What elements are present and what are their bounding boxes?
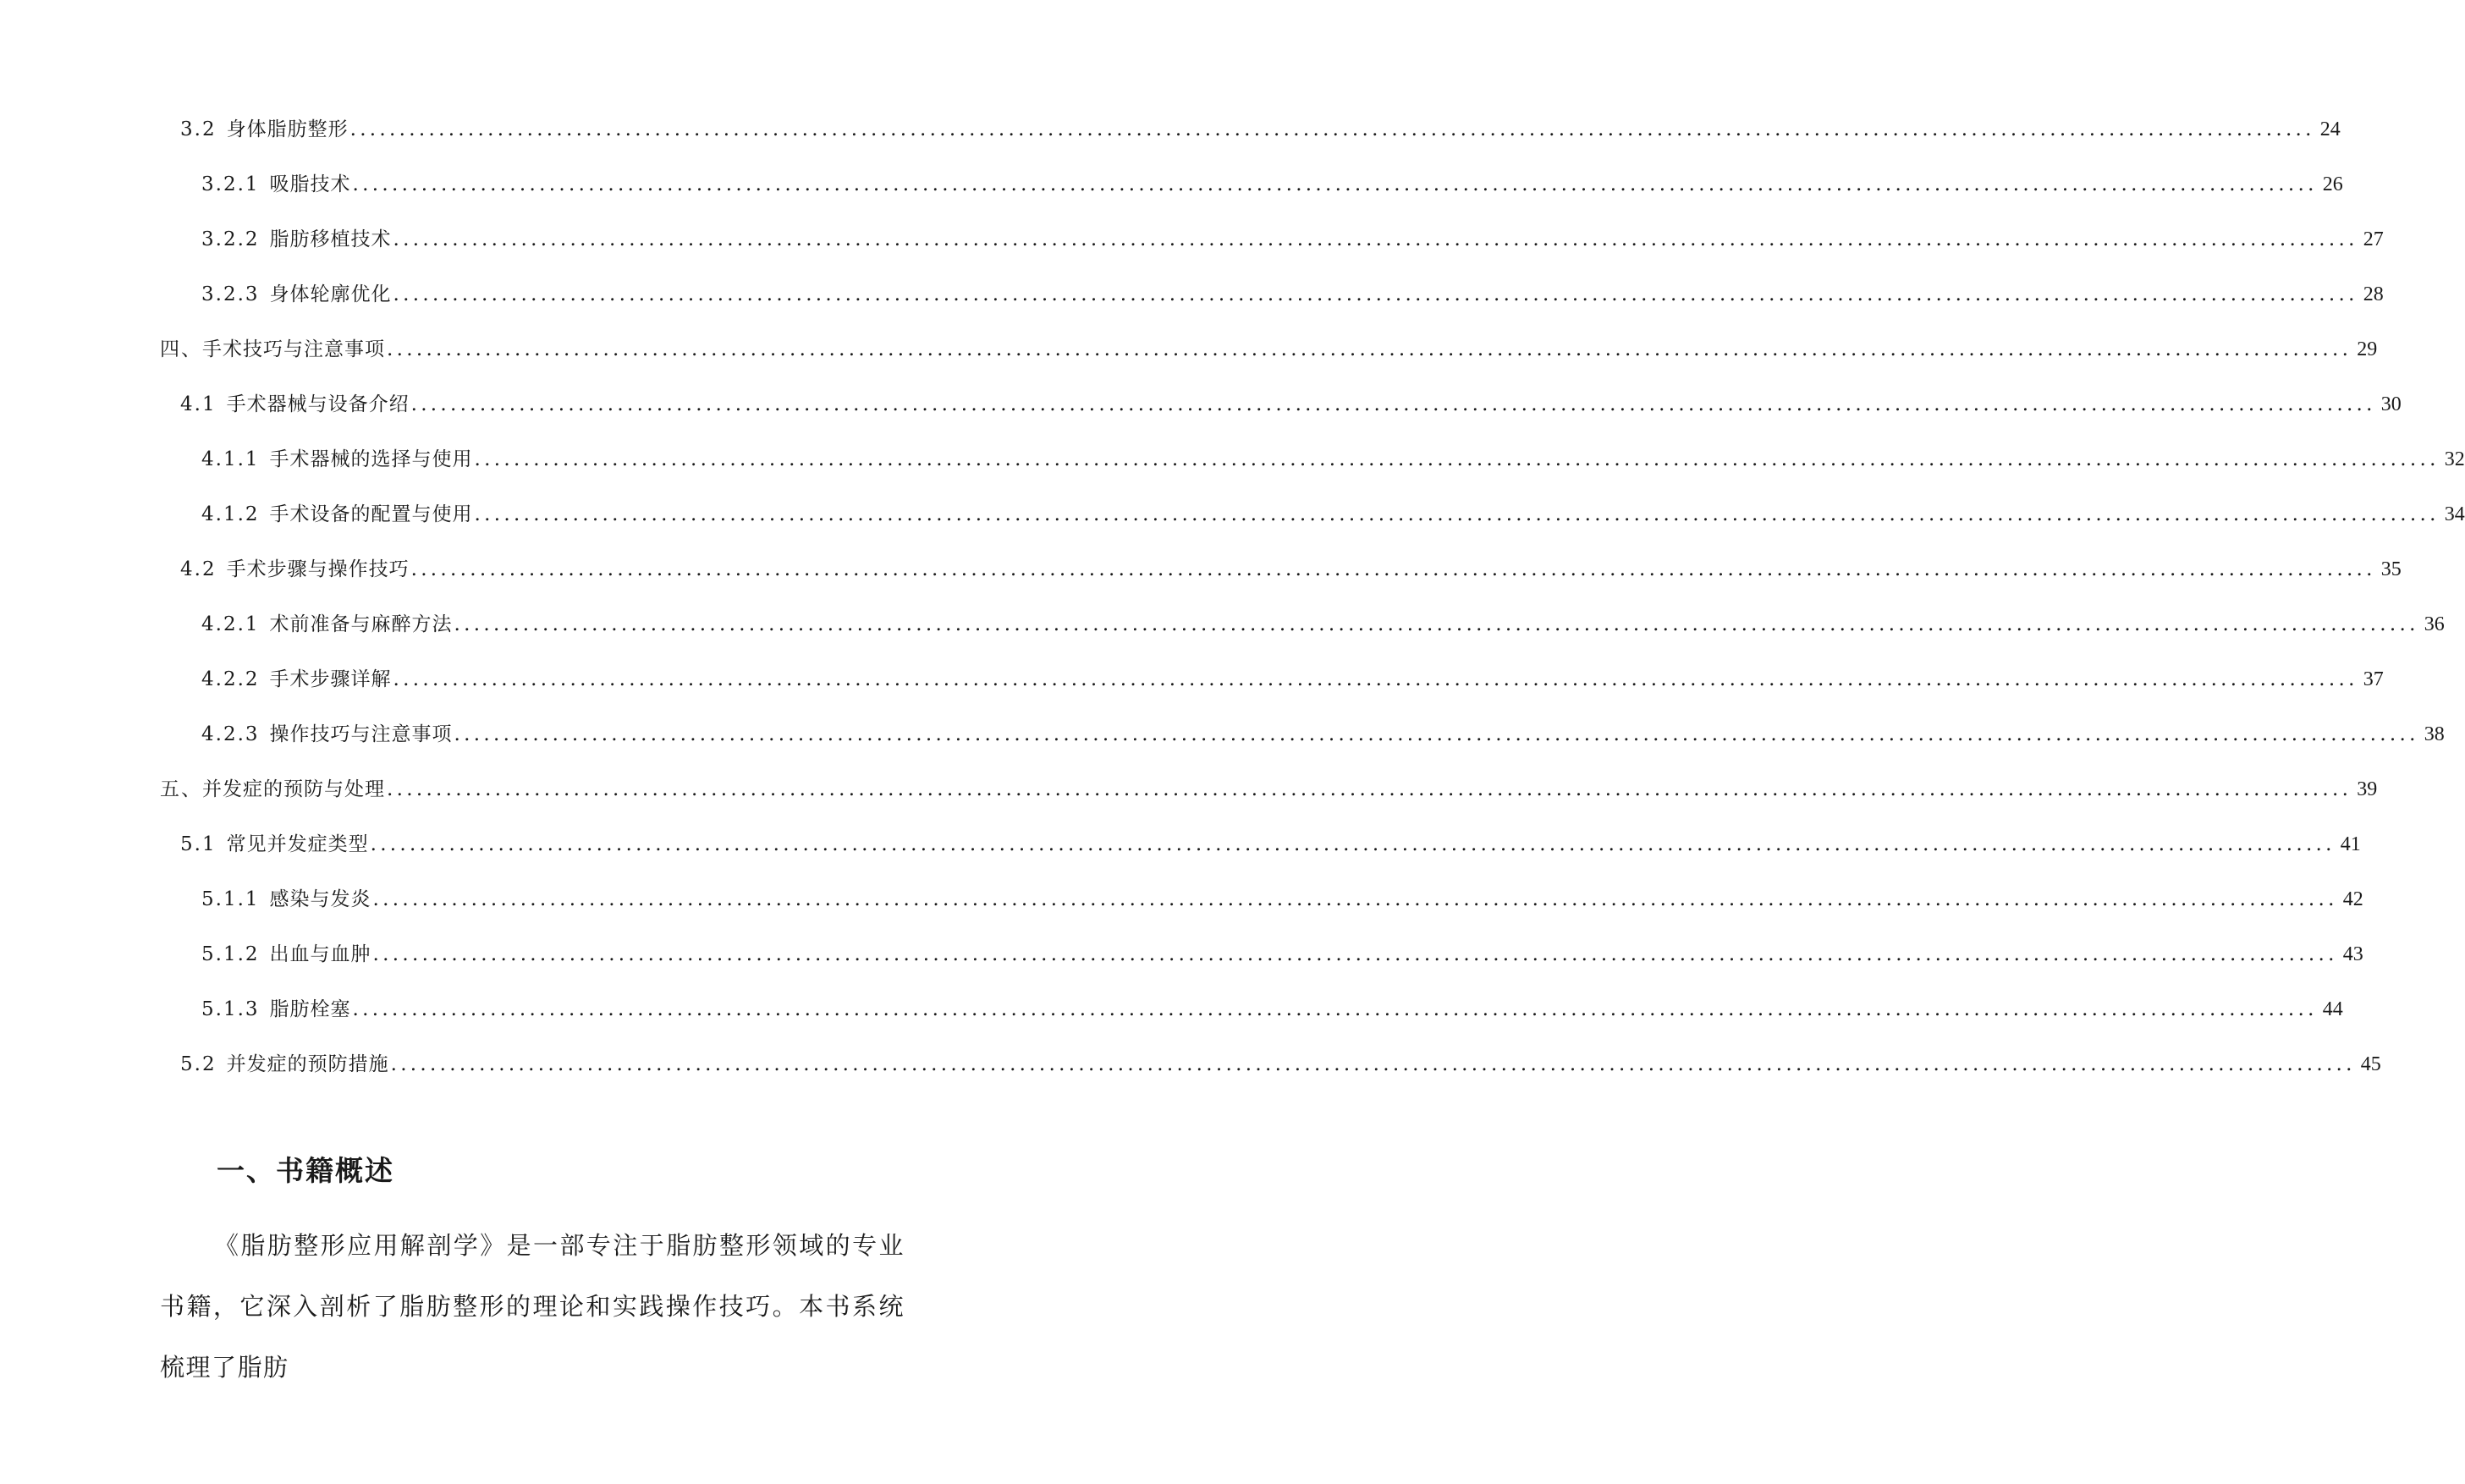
toc-page-number: 39 xyxy=(2357,778,2378,800)
toc-page-number: 28 xyxy=(2363,283,2384,305)
toc-page-number: 30 xyxy=(2380,393,2402,415)
toc-page-number: 26 xyxy=(2322,173,2343,195)
toc-entry-line xyxy=(160,335,2378,364)
toc-page-number: 37 xyxy=(2363,668,2384,690)
toc-leader-dots: ........................................................................................................................................................................................................ xyxy=(474,503,2440,525)
toc-number: 5.1.2 xyxy=(201,943,260,965)
toc-page-number: 35 xyxy=(2380,558,2402,580)
toc-leader-dots: ........................................................................................................................................................................................................ xyxy=(410,558,2376,580)
toc-leader-dots: ........................................................................................................................................................................................................ xyxy=(393,228,2358,250)
toc-number: 3.2 xyxy=(180,118,217,140)
toc-number: 3.2.3 xyxy=(201,283,260,305)
toc-entry-line xyxy=(201,940,2363,969)
toc-entry-line xyxy=(180,390,2402,419)
toc-entry-line xyxy=(201,610,2445,639)
toc-leader-dots: ........................................................................................................................................................................................................ xyxy=(370,833,2336,855)
toc-title: 吸脂技术 xyxy=(269,173,351,195)
toc-title: 脂肪移植技术 xyxy=(269,228,392,250)
toc-leader-dots: ........................................................................................................................................................................................................ xyxy=(410,393,2376,415)
toc-page-number: 32 xyxy=(2444,448,2465,470)
toc-entry[interactable] xyxy=(0,445,2465,500)
toc-title: 手术技巧与注意事项 xyxy=(202,338,385,360)
toc-entry[interactable] xyxy=(0,555,2402,610)
toc-number: 4.2.3 xyxy=(201,723,260,745)
toc-page-number: 42 xyxy=(2342,888,2363,910)
toc-entry-line xyxy=(180,555,2402,584)
toc-entry-line xyxy=(201,995,2343,1024)
toc-leader-dots: ........................................................................................................................................................................................................ xyxy=(454,613,2419,635)
toc-entry[interactable] xyxy=(0,885,2363,940)
toc-entry-line xyxy=(201,280,2384,309)
toc-entry[interactable] xyxy=(0,720,2445,775)
toc-number: 四、 xyxy=(160,338,202,360)
toc-title: 手术设备的配置与使用 xyxy=(269,503,473,525)
toc-entry[interactable] xyxy=(0,500,2465,555)
table-of-contents xyxy=(0,115,2465,1105)
toc-page-number: 43 xyxy=(2342,943,2363,965)
body-paragraph: 《脂肪整形应用解剖学》是一部专注于脂肪整形领域的专业书籍，它深入剖析了脂肪整形的理论和实践操作技巧。本书系统梳理了脂肪 xyxy=(160,1231,905,1382)
toc-leader-dots: ........................................................................................................................................................................................................ xyxy=(393,283,2358,305)
toc-number: 4.1.1 xyxy=(201,448,260,470)
toc-leader-dots: ........................................................................................................................................................................................................ xyxy=(393,668,2358,690)
toc-entry[interactable] xyxy=(0,665,2384,720)
toc-entry[interactable] xyxy=(0,280,2384,335)
toc-entry-line xyxy=(201,170,2343,199)
toc-number: 五、 xyxy=(160,778,202,800)
toc-title: 出血与血肿 xyxy=(269,943,371,965)
toc-entry[interactable] xyxy=(0,995,2343,1050)
toc-entry-line xyxy=(180,830,2361,859)
toc-title: 术前准备与麻醉方法 xyxy=(269,613,453,635)
toc-entry[interactable] xyxy=(0,775,2378,830)
toc-title: 手术步骤详解 xyxy=(269,668,392,690)
toc-leader-dots: ........................................................................................................................................................................................................ xyxy=(387,338,2352,360)
toc-entry[interactable] xyxy=(0,170,2343,225)
toc-page-number: 45 xyxy=(2360,1053,2381,1075)
toc-number: 5.1 xyxy=(180,833,217,855)
toc-entry-line xyxy=(201,445,2465,474)
toc-entry-line xyxy=(201,225,2384,254)
toc-title: 脂肪栓塞 xyxy=(269,998,351,1020)
toc-number: 4.2.1 xyxy=(201,613,260,635)
toc-entry[interactable] xyxy=(0,335,2378,390)
toc-page-number: 38 xyxy=(2424,723,2445,745)
toc-page-number: 27 xyxy=(2363,228,2384,250)
toc-entry[interactable] xyxy=(0,225,2384,280)
toc-entry-line xyxy=(201,720,2445,749)
toc-title: 常见并发症类型 xyxy=(226,833,369,855)
toc-page-number: 29 xyxy=(2357,338,2378,360)
toc-title: 身体轮廓优化 xyxy=(269,283,392,305)
toc-page-number: 24 xyxy=(2319,118,2341,140)
toc-title: 手术器械与设备介绍 xyxy=(226,393,410,415)
toc-entry-line xyxy=(201,500,2465,529)
toc-leader-dots: ........................................................................................................................................................................................................ xyxy=(372,943,2338,965)
toc-number: 4.1 xyxy=(180,393,217,415)
toc-number: 3.2.1 xyxy=(201,173,260,195)
toc-entry-line xyxy=(180,1050,2381,1079)
toc-leader-dots: ........................................................................................................................................................................................................ xyxy=(349,118,2315,140)
toc-title: 感染与发炎 xyxy=(269,888,371,910)
toc-entry[interactable] xyxy=(0,1050,2381,1105)
toc-title: 操作技巧与注意事项 xyxy=(269,723,453,745)
toc-entry-line xyxy=(201,665,2384,694)
toc-entry[interactable] xyxy=(0,830,2361,885)
toc-leader-dots: ........................................................................................................................................................................................................ xyxy=(474,448,2440,470)
toc-page-number: 41 xyxy=(2340,833,2361,855)
toc-number: 4.1.2 xyxy=(201,503,260,525)
toc-leader-dots: ........................................................................................................................................................................................................ xyxy=(390,1053,2356,1075)
toc-page-number: 36 xyxy=(2424,613,2445,635)
toc-title: 手术器械的选择与使用 xyxy=(269,448,473,470)
toc-number: 5.1.3 xyxy=(201,998,260,1020)
toc-page-number: 44 xyxy=(2322,998,2343,1020)
section-heading: 一、书籍概述 xyxy=(217,1154,394,1187)
toc-title: 身体脂肪整形 xyxy=(226,118,349,140)
toc-number: 4.2.2 xyxy=(201,668,260,690)
toc-entry-line xyxy=(201,885,2363,914)
toc-page-number: 34 xyxy=(2444,503,2465,525)
toc-leader-dots: ........................................................................................................................................................................................................ xyxy=(372,888,2338,910)
toc-title: 并发症的预防措施 xyxy=(226,1053,389,1075)
toc-title: 手术步骤与操作技巧 xyxy=(226,558,410,580)
toc-leader-dots: ........................................................................................................................................................................................................ xyxy=(352,173,2318,195)
toc-entry-line xyxy=(160,775,2378,804)
toc-number: 3.2.2 xyxy=(201,228,260,250)
toc-number: 4.2 xyxy=(180,558,217,580)
toc-entry[interactable] xyxy=(0,610,2445,665)
toc-entry[interactable] xyxy=(0,390,2402,445)
toc-entry-line xyxy=(180,115,2341,144)
toc-leader-dots: ........................................................................................................................................................................................................ xyxy=(454,723,2419,745)
toc-number: 5.1.1 xyxy=(201,888,260,910)
toc-number: 5.2 xyxy=(180,1053,217,1075)
toc-entry[interactable] xyxy=(0,940,2363,995)
toc-leader-dots: ........................................................................................................................................................................................................ xyxy=(352,998,2318,1020)
toc-entry[interactable] xyxy=(0,115,2341,170)
toc-leader-dots: ........................................................................................................................................................................................................ xyxy=(387,778,2352,800)
toc-title: 并发症的预防与处理 xyxy=(202,778,385,800)
